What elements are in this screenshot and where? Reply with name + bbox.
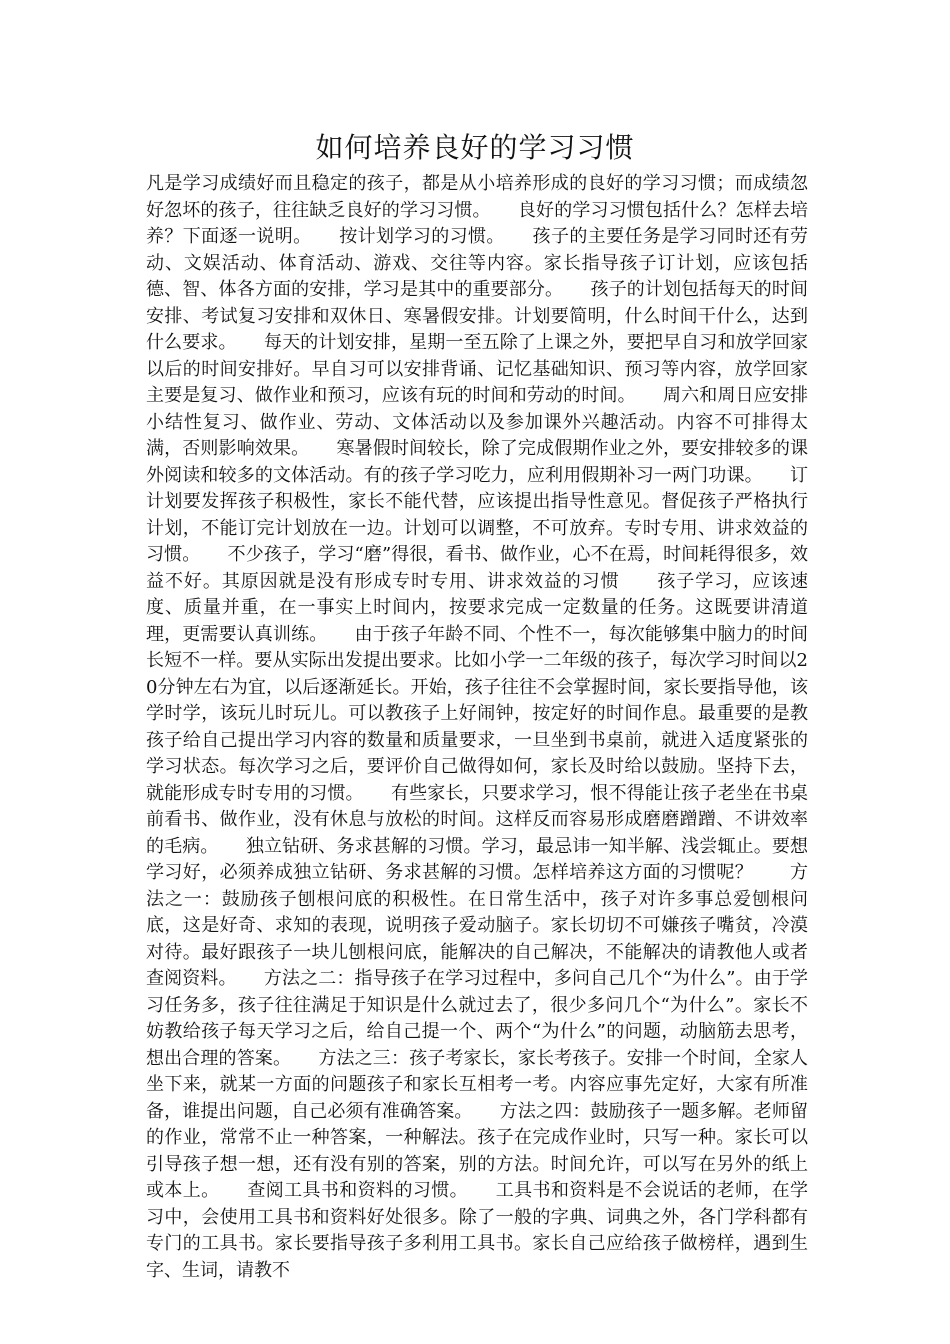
document-title: 如何培养良好的学习习惯 [315, 131, 635, 164]
document-body: 凡是学习成绩好而且稳定的孩子，都是从小培养形成的良好的学习习惯；而成绩忽好忽坏的孩子，往往缺乏良好的学习习惯。 良好的学习习惯包括什么？怎样去培养？下面逐一说明。 按计划学习的习惯。 孩子的主要任务是学习同时还有劳动、文娱活动、体育活动、游戏、交往等内容。家长指导孩子订计划，应该包括德、智、体各方面的安排，学习是其中的重要部分。 孩子的计划包括每天的时间安排、考试复习安排和双休日、寒暑假安排。计划要简明，什么时间干什么，达到什么要求。 每天的计划安排，星期一至五除了上课之外，要把早自习和放学回家以后的时间安排好。早自习可以安排背诵、记忆基础知识、预习等内容，放学回家主要是复习、做作业和预习，应该有玩的时间和劳动的时间。 周六和周日应安排小结性复习、做作业、劳动、文体活动以及参加课外兴趣活动。内容不可排得太满，否则影响效果。 寒暑假时间较长，除了完成假期作业之外，要安排较多的课外阅读和较多的文体活动。有的孩子学习吃力，应利用假期补习一两门功课。 订计划要发挥孩子积极性，家长不能代替，应该提出指导性意见。督促孩子严格执行计划，不能订完计划放在一边。计划可以调整，不可放弃。专时专用、讲求效益的习惯。 不少孩子，学习“磨”得很，看书、做作业，心不在焉，时间耗得很多，效益不好。其原因就是没有形成专时专用、讲求效益的习惯 孩子学习，应该速度、质量并重，在一事实上时间内，按要求完成一定数量的任务。这既要讲清道理，更需要认真训练。 由于孩子年龄不同、个性不一，每次能够集中脑力的时间长短不一样。要从实际出发提出要求。比如小学一二年级的孩子，每次学习时间以20分钟左右为宜，以后逐渐延长。开始，孩子往往不会掌握时间，家长要指导他，该学时学，该玩儿时玩儿。可以教孩子上好闹钟，按定好的时间作息。最重要的是教孩子给自己提出学习内容的数量和质量要求，一旦坐到书桌前，就进入适度紧张的学习状态。每次学习之后，要评价自己做得如何，家长及时给以鼓励。坚持下去，就能形成专时专用的习惯。 有些家长，只要求学习，恨不得能让孩子老坐在书桌前看书、做作业，没有休息与放松的时间。这样反而容易形成磨磨蹭蹭、不讲效率的毛病。 独立钻研、务求甚解的习惯。学习，最忌讳一知半解、浅尝辄止。要想学习好，必须养成独立钻研、务求甚解的习惯。怎样培养这方面的习惯呢？ 方法之一：鼓励孩子刨根问底的积极性。在日常生活中，孩子对许多事总爱刨根问底，这是好奇、求知的表现，说明孩子爱动脑子。家长切切不可嫌孩子嘴贫，冷漠对待。最好跟孩子一块儿刨根问底，能解决的自己解决，不能解决的请教他人或者查阅资料。 方法之二：指导孩子在学习过程中，多问自己几个“为什么”。由于学习任务多，孩子往往满足于知识是什么就过去了，很少多问几个“为什么”。家长不妨教给孩子每天学习之后，给自己提一个、两个“为什么”的问题，动脑筋去思考，想出合理的答案。 方法之三：孩子考家长，家长考孩子。安排一个时间，全家人坐下来，就某一方面的问题孩子和家长互相考一考。内容应事先定好，大家有所准备，谁提出问题，自己必须有准确答案。 方法之四：鼓励孩子一题多解。老师留的作业，常常不止一种答案，一种解法。孩子在完成作业时，只写一种。家长可以引导孩子想一想，还有没有别的答案，别的方法。时间允许，可以写在另外的纸上或本上。 查阅工具书和资料的习惯。 工具书和资料是不会说话的老师，在学习中，会使用工具书和资料好处很多。除了一般的字典、词典之外，各门学科都有专门的工具书。家长要指导孩子多利用工具书。家长自己应给孩子做榜样，遇到生字、生词，请教不 [146, 173, 808, 1281]
